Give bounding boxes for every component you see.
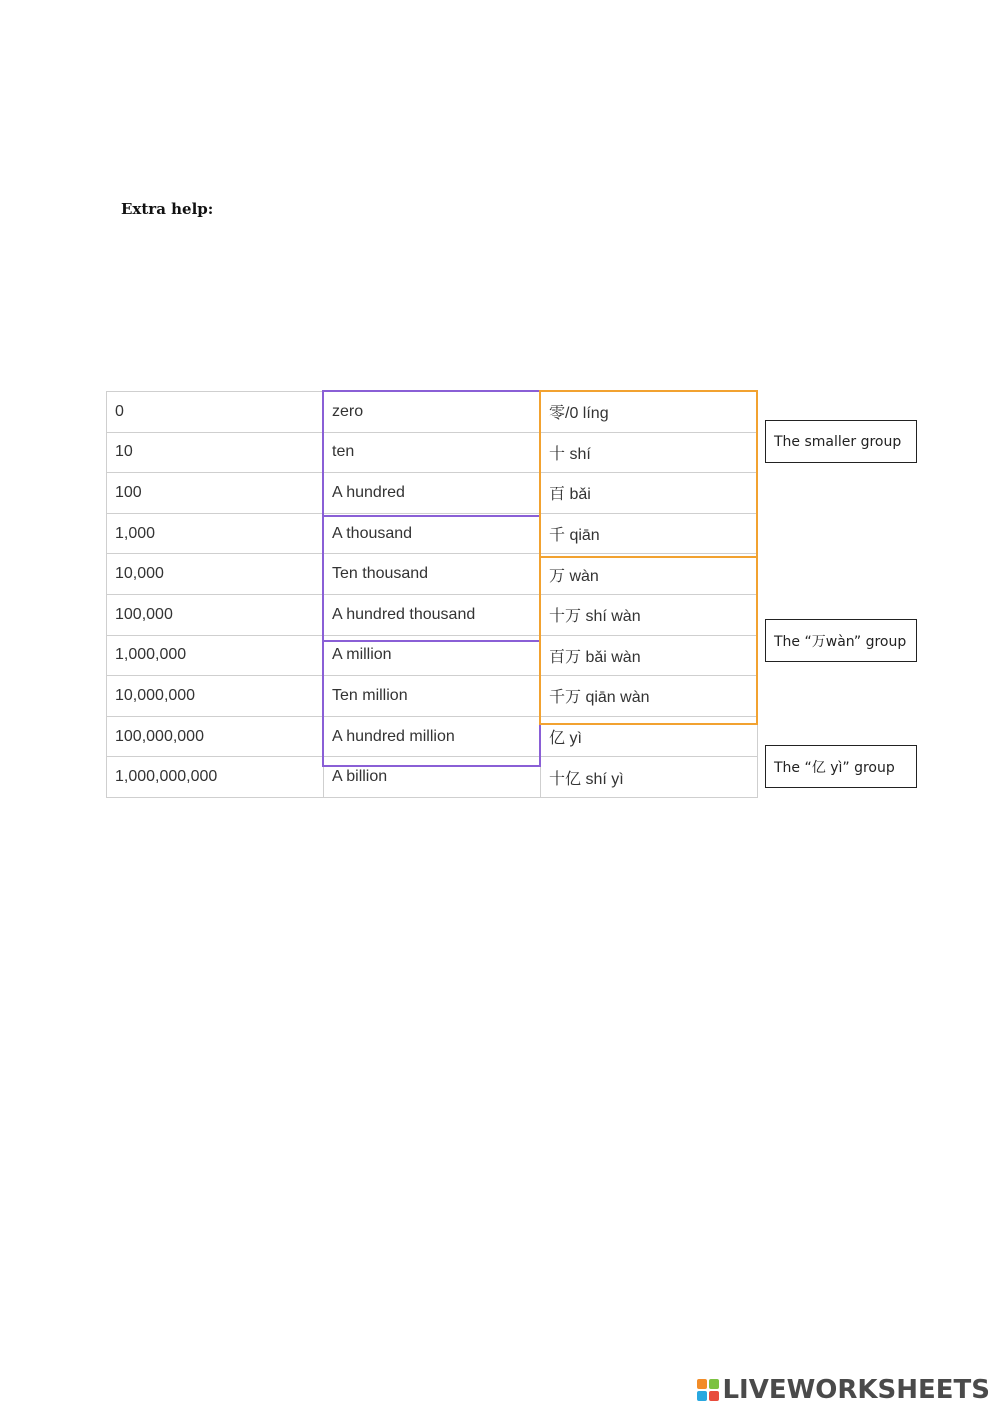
english-cell: A million bbox=[324, 635, 541, 676]
english-cell: A hundred bbox=[324, 473, 541, 514]
english-cell: Ten million bbox=[324, 676, 541, 717]
number-cell: 1,000,000,000 bbox=[107, 757, 324, 798]
chinese-cell: 千 qiān bbox=[541, 513, 758, 554]
chinese-cell: 百 bǎi bbox=[541, 473, 758, 514]
table-row bbox=[107, 676, 758, 717]
chinese-cell: 十万 shí wàn bbox=[541, 594, 758, 635]
english-cell: Ten thousand bbox=[324, 554, 541, 595]
english-cell: zero bbox=[324, 392, 541, 433]
number-cell: 10,000,000 bbox=[107, 676, 324, 717]
brand-name: LIVEWORKSHEETS bbox=[722, 1375, 990, 1405]
chinese-cell: 千万 qiān wàn bbox=[541, 676, 758, 717]
table-row bbox=[107, 635, 758, 676]
liveworksheets-logo-icon bbox=[697, 1379, 719, 1401]
table-row bbox=[107, 473, 758, 514]
page-heading: Extra help: bbox=[121, 200, 214, 218]
number-cell: 100,000,000 bbox=[107, 716, 324, 757]
table-row bbox=[107, 392, 758, 433]
chinese-cell: 万 wàn bbox=[541, 554, 758, 595]
table-row bbox=[107, 594, 758, 635]
english-cell: ten bbox=[324, 432, 541, 473]
table-row bbox=[107, 757, 758, 798]
table-row bbox=[107, 716, 758, 757]
table-row bbox=[107, 513, 758, 554]
number-cell: 1,000,000 bbox=[107, 635, 324, 676]
table-row bbox=[107, 554, 758, 595]
english-cell: A hundred thousand bbox=[324, 594, 541, 635]
number-table bbox=[106, 391, 758, 798]
smaller-group-label: The smaller group bbox=[765, 420, 917, 463]
wan-group-label: The “万wàn” group bbox=[765, 619, 917, 662]
number-cell: 10,000 bbox=[107, 554, 324, 595]
english-cell: A hundred million bbox=[324, 716, 541, 757]
table-row bbox=[107, 432, 758, 473]
chinese-cell: 十 shí bbox=[541, 432, 758, 473]
english-cell: A thousand bbox=[324, 513, 541, 554]
number-cell: 1,000 bbox=[107, 513, 324, 554]
number-cell: 100 bbox=[107, 473, 324, 514]
chinese-cell: 零/0 líng bbox=[541, 392, 758, 433]
liveworksheets-brand bbox=[697, 1375, 990, 1405]
chinese-cell: 亿 yì bbox=[541, 716, 758, 757]
chinese-cell: 百万 bǎi wàn bbox=[541, 635, 758, 676]
yi-group-label: The “亿 yì” group bbox=[765, 745, 917, 788]
number-cell: 0 bbox=[107, 392, 324, 433]
english-cell: A billion bbox=[324, 757, 541, 798]
number-cell: 100,000 bbox=[107, 594, 324, 635]
chinese-cell: 十亿 shí yì bbox=[541, 757, 758, 798]
number-cell: 10 bbox=[107, 432, 324, 473]
